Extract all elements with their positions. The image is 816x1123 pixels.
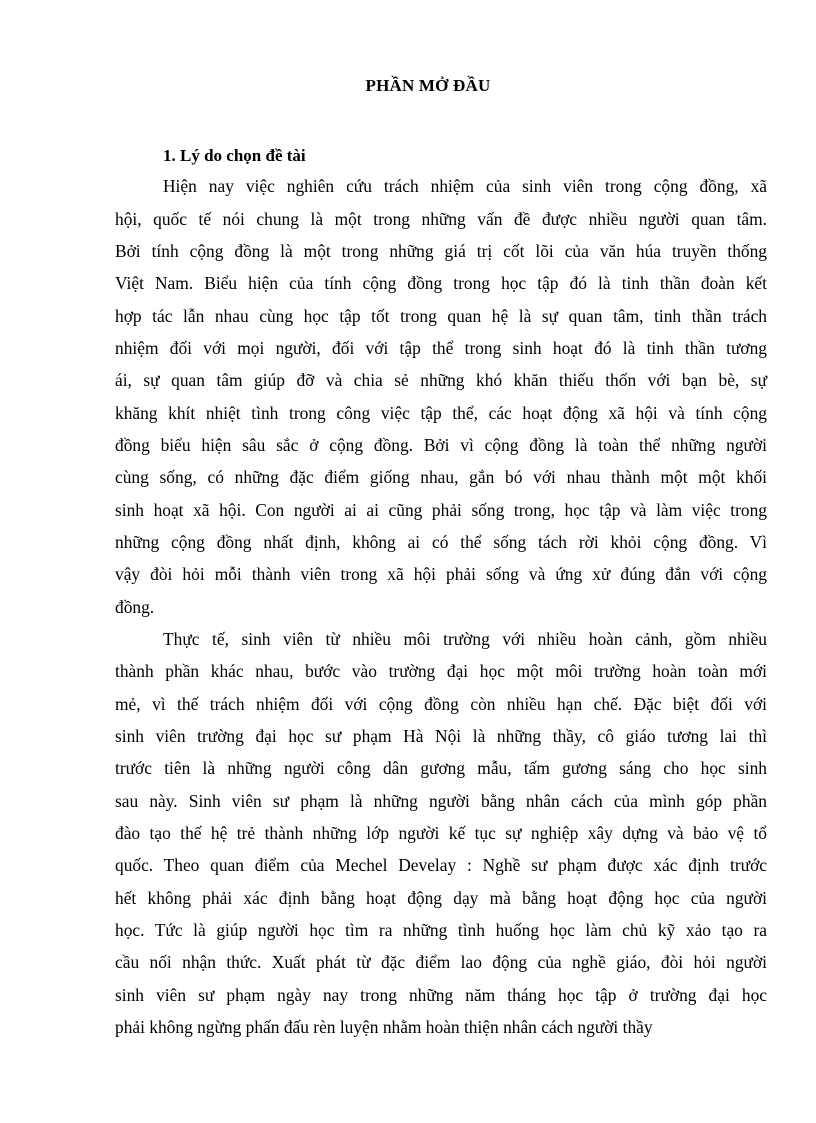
paragraph-line: sau này. Sinh viên sư phạm là những người bằng nhân cách của mình góp phần xyxy=(115,791,767,811)
paragraph-line: quốc. Theo quan điểm của Mechel Develay : Nghề sư phạm được xác định trước xyxy=(115,855,767,875)
paragraph-line: thành phần khác nhau, bước vào trường đại học một môi trường hoàn toàn mới xyxy=(115,661,767,681)
paragraph-line: vậy đòi hỏi mỗi thành viên trong xã hội phải sống và ứng xử đúng đắn với cộng xyxy=(115,564,767,584)
paragraph-line: sinh viên trường đại học sư phạm Hà Nội là những thầy, cô giáo tương lai thì xyxy=(115,726,767,746)
paragraph-line: đồng. xyxy=(115,597,155,617)
paragraph-line: sinh viên sư phạm ngày nay trong những năm tháng học tập ở trường đại học xyxy=(115,985,767,1005)
page-title: PHẦN MỞ ĐẦU xyxy=(365,76,491,95)
paragraph-line: nhiệm đối với mọi người, đối với tập thể trong sinh hoạt đó là tinh thần tương xyxy=(115,338,767,358)
paragraph-line: học. Tức là giúp người học tìm ra những tình huống học làm chủ kỹ xảo tạo ra xyxy=(115,920,767,940)
paragraph-line: cùng sống, có những đặc điểm giống nhau, gắn bó với nhau thành một một khối xyxy=(115,467,767,487)
paragraph-line: phải không ngừng phấn đấu rèn luyện nhằm hoàn thiện nhân cách người thầy xyxy=(115,1017,653,1037)
paragraph-line: khăng khít nhiệt tình trong công việc tập thể, các hoạt động xã hội và tính cộng xyxy=(115,403,767,423)
paragraph-line: mẻ, vì thế trách nhiệm đối với cộng đồng còn nhiều hạn chế. Đặc biệt đối với xyxy=(115,694,767,714)
paragraph-line: đồng biểu hiện sâu sắc ở cộng đồng. Bởi vì cộng đồng là toàn thể những người xyxy=(115,435,767,455)
section-heading: 1. Lý do chọn đề tài xyxy=(163,146,306,165)
paragraph-line: hết không phải xác định bằng hoạt động dạy mà bằng hoạt động học của người xyxy=(115,888,767,908)
paragraph-line: sinh hoạt xã hội. Con người ai ai cũng phải sống trong, học tập và làm việc trong xyxy=(115,500,767,520)
paragraph-line: cầu nối nhận thức. Xuất phát từ đặc điểm lao động của nghề giáo, đòi hỏi người xyxy=(115,952,767,972)
paragraph-line: đào tạo thế hệ trẻ thành những lớp người kế tục sự nghiệp xây dựng và bảo vệ tổ xyxy=(115,823,767,843)
paragraph-line: hợp tác lẫn nhau cùng học tập tốt trong quan hệ là sự quan tâm, tinh thần trách xyxy=(115,306,767,326)
paragraph-line: ái, sự quan tâm giúp đỡ và chia sẻ những khó khăn thiếu thốn với bạn bè, sự xyxy=(115,370,767,390)
paragraph-line: Thực tế, sinh viên từ nhiều môi trường với nhiều hoàn cảnh, gồm nhiều xyxy=(163,629,767,649)
paragraph-line: hội, quốc tế nói chung là một trong những vấn đề được nhiều người quan tâm. xyxy=(115,209,767,229)
paragraph-line: trước tiên là những người công dân gương mẫu, tấm gương sáng cho học sinh xyxy=(115,758,767,778)
paragraph-line: Hiện nay việc nghiên cứu trách nhiệm của sinh viên trong cộng đồng, xã xyxy=(163,176,767,196)
paragraph-line: Bởi tính cộng đồng là một trong những giá trị cốt lõi của văn húa truyền thống xyxy=(115,241,767,261)
paragraph-line: những cộng đồng nhất định, không ai có thể sống tách rời khỏi cộng đồng. Vì xyxy=(115,532,767,552)
paragraph-line: Việt Nam. Biểu hiện của tính cộng đồng trong học tập đó là tinh thần đoàn kết xyxy=(115,273,767,293)
